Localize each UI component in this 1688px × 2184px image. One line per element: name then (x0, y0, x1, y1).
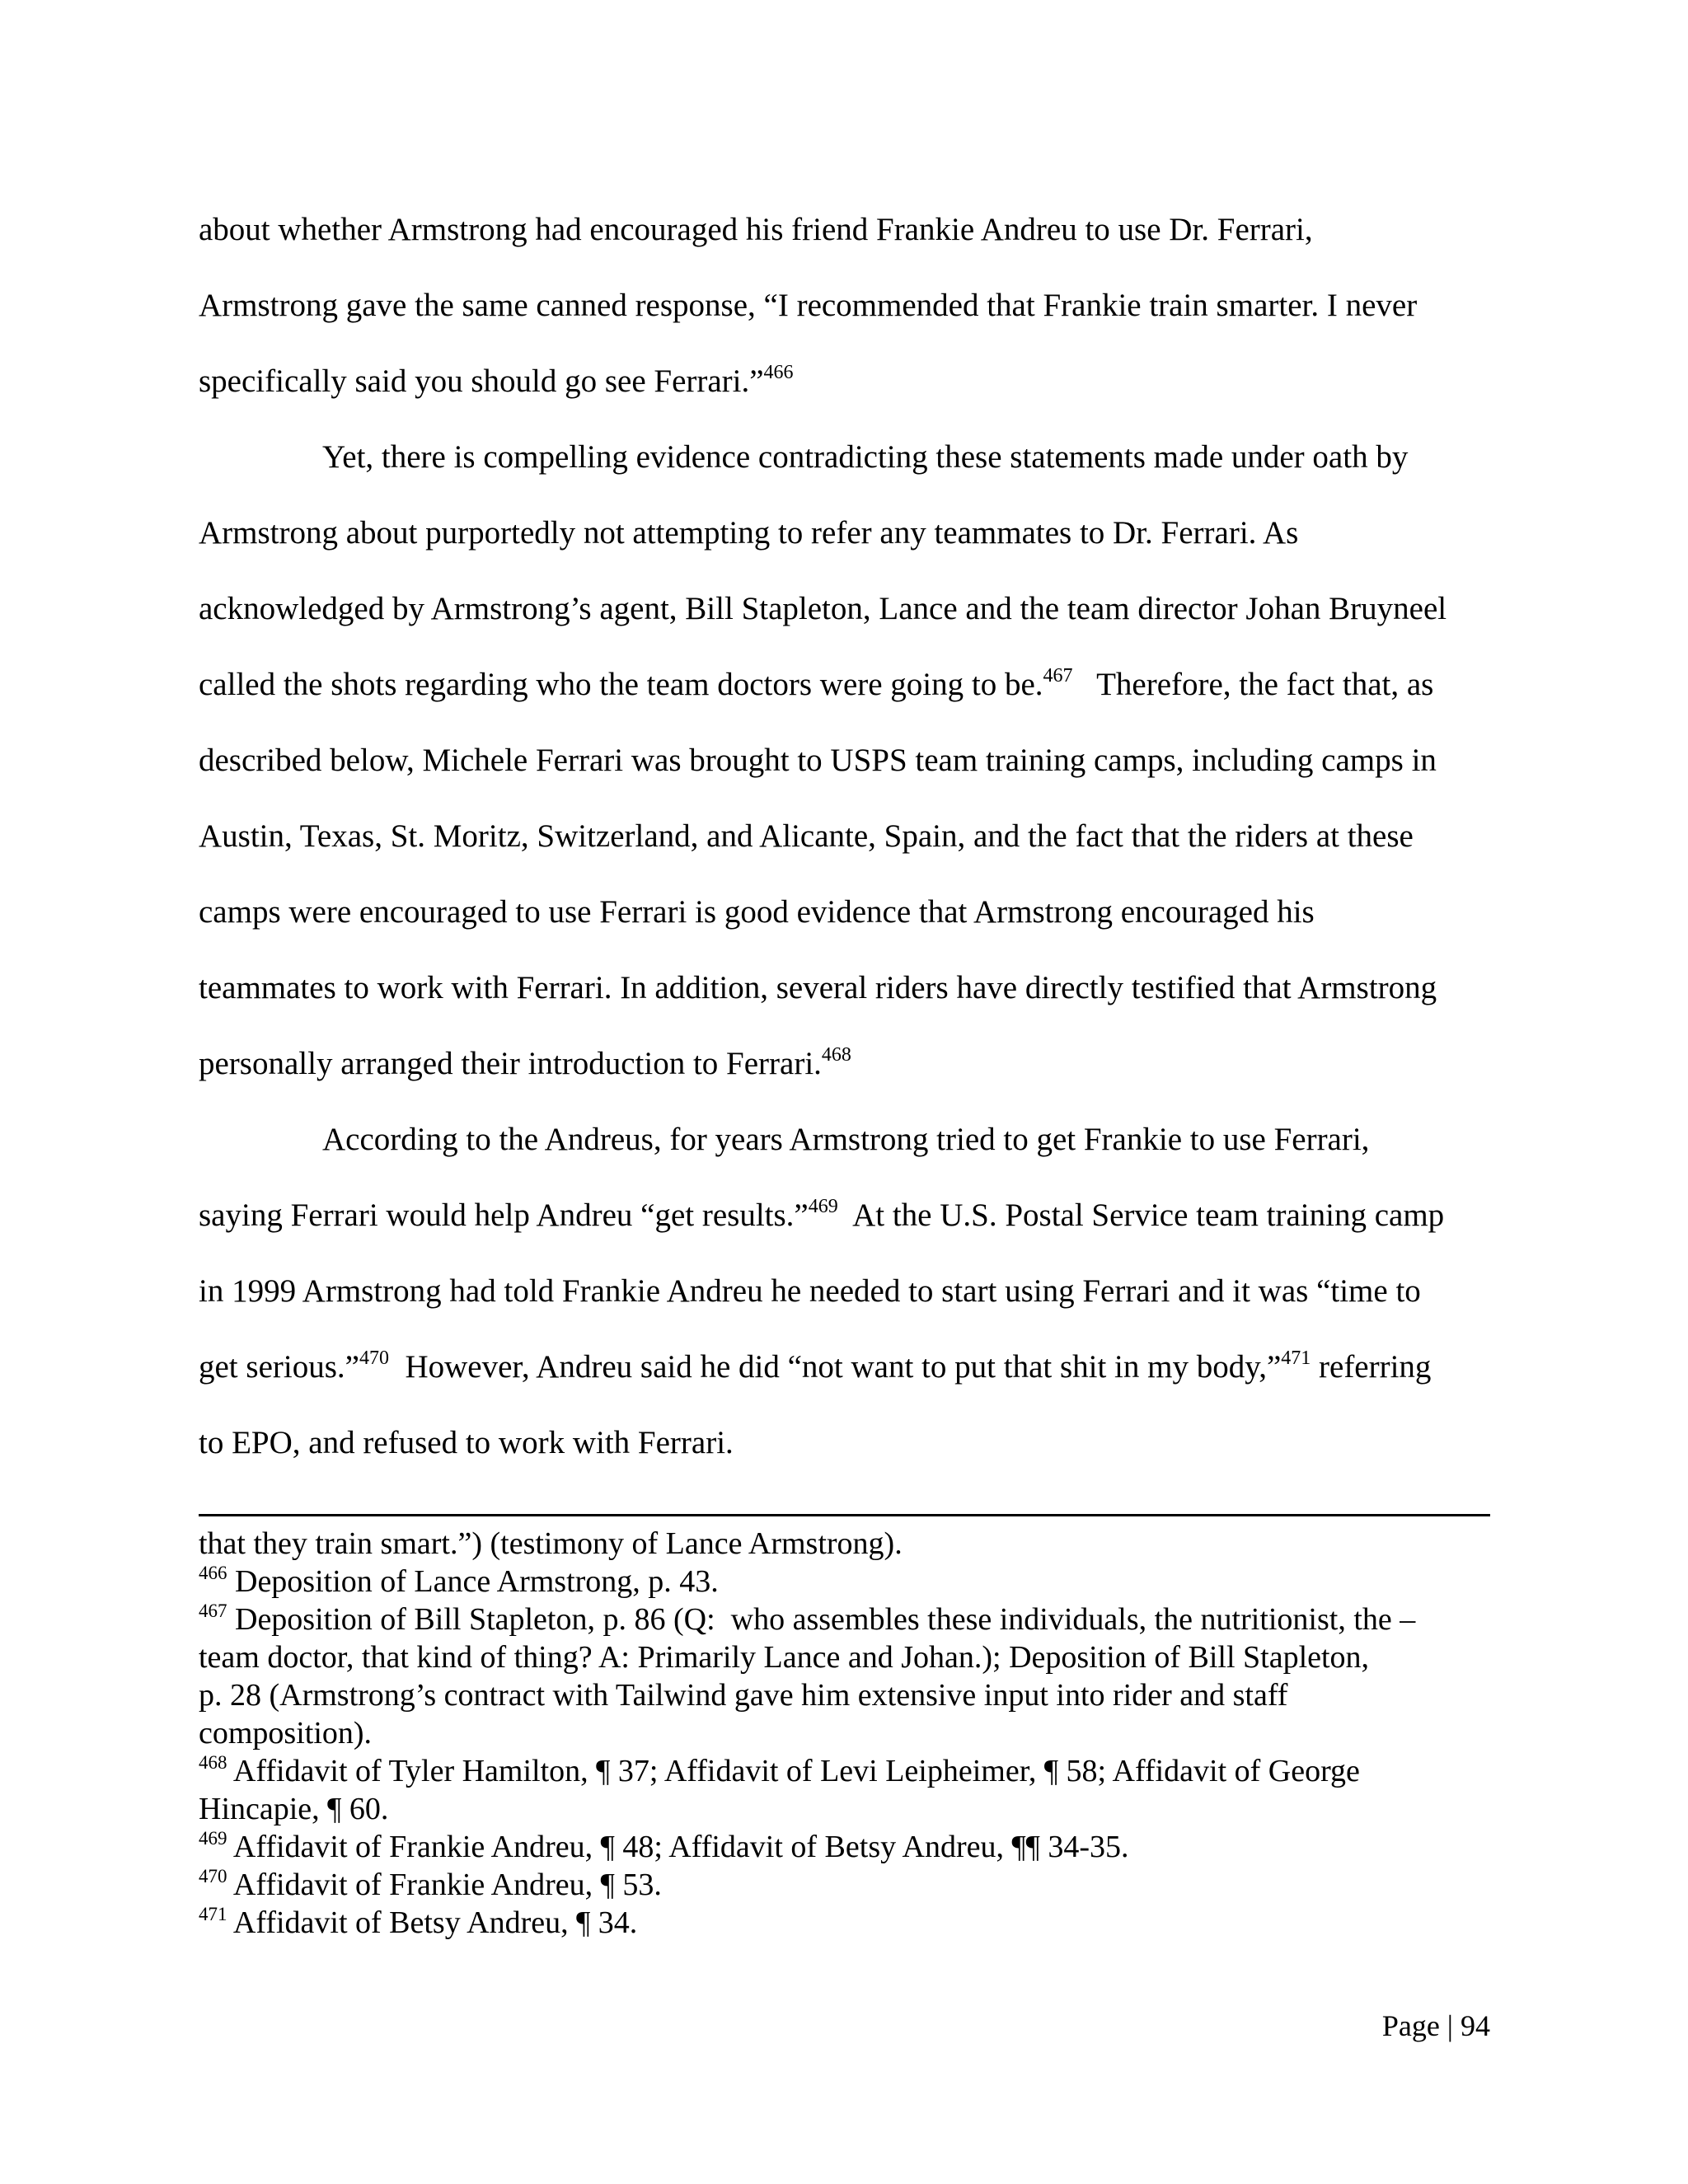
text-line (199, 1102, 1490, 1178)
line-text: get serious.” (199, 1349, 359, 1385)
footnote-text: Deposition of Lance Armstrong, p. 43. (227, 1564, 719, 1599)
footnote-469 (199, 1828, 1490, 1866)
line-text: about whether Armstrong had encouraged his friend Frankie Andreu to use Dr. Ferrari, (199, 212, 1313, 247)
footnote-number: 468 (199, 1752, 227, 1773)
footnote-line (199, 1866, 1490, 1904)
footnote-line (199, 1790, 1490, 1828)
footnote-467 (199, 1601, 1490, 1752)
line-text: described below, Michele Ferrari was brought to USPS team training camps, including camps in (199, 743, 1437, 778)
text-line (199, 495, 1490, 571)
line-text: acknowledged by Armstrong’s agent, Bill Stapleton, Lance and the team director Johan Bruyneel (199, 591, 1447, 626)
line-text: Therefore, the fact that, as (1072, 667, 1434, 702)
line-text: called the shots regarding who the team doctors were going to be. (199, 667, 1043, 702)
line-text: Yet, there is compelling evidence contradicting these statements made under oath by (322, 439, 1409, 475)
footnote-line (199, 1676, 1490, 1714)
line-text: referring (1311, 1349, 1432, 1385)
footnote-number: 471 (199, 1904, 227, 1924)
footnote-text: Deposition of Bill Stapleton, p. 86 (Q: who assembles these individuals, the nutritionist, the – (227, 1602, 1416, 1637)
footnote-466 (199, 1563, 1490, 1601)
line-text: teammates to work with Ferrari. In addition, several riders have directly testified that Armstrong (199, 970, 1437, 1005)
text-line (199, 1178, 1490, 1254)
line-text: in 1999 Armstrong had told Frankie Andreu he needed to start using Ferrari and it was “time to (199, 1273, 1421, 1309)
footnote-reference[interactable]: 467 (1043, 665, 1073, 687)
paragraph-3 (199, 1102, 1490, 1481)
footnote-reference[interactable]: 471 (1281, 1347, 1311, 1369)
footnote-line (199, 1525, 1490, 1563)
footnote-separator (199, 1514, 1490, 1516)
footnote-reference[interactable]: 466 (763, 362, 794, 383)
footnote-reference[interactable]: 469 (808, 1196, 838, 1217)
footnote-line (199, 1904, 1490, 1942)
text-line (199, 344, 1490, 419)
text-line (199, 723, 1490, 799)
footnote-number: 469 (199, 1828, 227, 1849)
text-line (199, 874, 1490, 950)
footnote-text: composition). (199, 1716, 373, 1750)
footnote-line (199, 1563, 1490, 1601)
footnote-reference[interactable]: 468 (821, 1044, 851, 1066)
text-line (199, 799, 1490, 874)
line-text: specifically said you should go see Ferrari.” (199, 363, 764, 399)
footnote-text: that they train smart.”) (testimony of Lance Armstrong). (199, 1526, 903, 1561)
line-text: Armstrong about purportedly not attempting to refer any teammates to Dr. Ferrari. As (199, 515, 1299, 551)
footnotes (199, 1525, 1490, 1942)
line-text: According to the Andreus, for years Armstrong tried to get Frankie to use Ferrari, (322, 1122, 1370, 1157)
text-line (199, 1405, 1490, 1481)
line-text: saying Ferrari would help Andreu “get results.” (199, 1197, 809, 1233)
text-line (199, 950, 1490, 1026)
line-text: However, Andreu said he did “not want to put that shit in my body,” (388, 1349, 1282, 1385)
footnote-text: p. 28 (Armstrong’s contract with Tailwind gave him extensive input into rider and staff (199, 1678, 1288, 1713)
paragraph-2 (199, 419, 1490, 1102)
footnote-text: Affidavit of Frankie Andreu, ¶ 53. (227, 1868, 662, 1902)
footnote-text: Affidavit of Tyler Hamilton, ¶ 37; Affidavit of Levi Leipheimer, ¶ 58; Affidavit of George (227, 1754, 1360, 1788)
footnote-text: Affidavit of Betsy Andreu, ¶ 34. (227, 1905, 638, 1940)
body-text (199, 192, 1490, 1481)
text-line (199, 647, 1490, 723)
footnote-471 (199, 1904, 1490, 1942)
footnote-reference[interactable]: 470 (359, 1347, 389, 1369)
footnote-text: Affidavit of Frankie Andreu, ¶ 48; Affidavit of Betsy Andreu, ¶¶ 34-35. (227, 1830, 1129, 1864)
text-line (199, 1254, 1490, 1329)
line-text: personally arranged their introduction to Ferrari. (199, 1046, 822, 1081)
text-line (199, 1026, 1490, 1102)
footnote-468 (199, 1752, 1490, 1828)
line-text: At the U.S. Postal Service team training camp (837, 1197, 1445, 1233)
text-line (199, 268, 1490, 344)
line-text: Austin, Texas, St. Moritz, Switzerland, and Alicante, Spain, and the fact that the riders at these (199, 818, 1414, 854)
footnote-line (199, 1828, 1490, 1866)
footnote-line (199, 1752, 1490, 1790)
line-text: Armstrong gave the same canned response, “I recommended that Frankie train smarter. I never (199, 288, 1418, 323)
footnote-line (199, 1714, 1490, 1752)
text-line (199, 192, 1490, 268)
paragraph-1 (199, 192, 1490, 419)
footnote-number: 466 (199, 1563, 227, 1583)
footnote-470 (199, 1866, 1490, 1904)
footnote-text: team doctor, that kind of thing? A: Primarily Lance and Johan.); Deposition of Bill Stapleton, (199, 1640, 1370, 1675)
footnote-continuation (199, 1525, 1490, 1563)
line-text: to EPO, and refused to work with Ferrari. (199, 1425, 734, 1460)
text-line (199, 1329, 1490, 1405)
footnote-number: 467 (199, 1601, 227, 1621)
line-text: camps were encouraged to use Ferrari is good evidence that Armstrong encouraged his (199, 894, 1315, 930)
footnote-line (199, 1638, 1490, 1676)
text-line (199, 419, 1490, 495)
text-line (199, 571, 1490, 647)
page-number: Page | 94 (1381, 2009, 1490, 2042)
footnote-line (199, 1601, 1490, 1638)
footnote-number: 470 (199, 1866, 227, 1886)
footnote-text: Hincapie, ¶ 60. (199, 1792, 389, 1826)
